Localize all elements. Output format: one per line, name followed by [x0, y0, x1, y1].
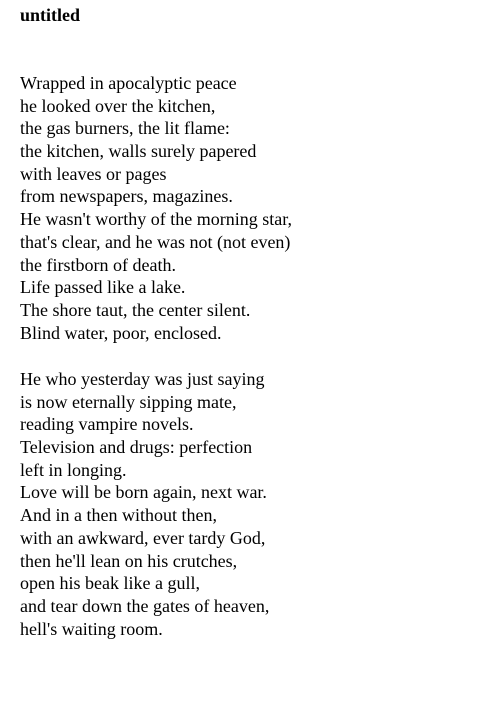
poem-line: Life passed like a lake. — [20, 277, 186, 298]
poem-line: reading vampire novels. — [20, 414, 194, 435]
poem-line: the kitchen, walls surely papered — [20, 141, 257, 162]
poem-line: Television and drugs: perfection — [20, 437, 253, 458]
poem-line: hell's waiting room. — [20, 618, 163, 639]
poem-line: the gas burners, the lit flame: — [20, 118, 230, 139]
poem-line: that's clear, and he was not (not even) — [20, 231, 291, 252]
poem-line: left in longing. — [20, 459, 127, 480]
poem-line: and tear down the gates of heaven, — [20, 595, 270, 616]
poem-line: He wasn't worthy of the morning star, — [20, 209, 292, 230]
poem-line: from newspapers, magazines. — [20, 186, 233, 207]
poem-line: He who yesterday was just saying — [20, 369, 265, 389]
poem-line: is now eternally sipping mate, — [20, 391, 237, 412]
poem-line: The shore taut, the center silent. — [20, 299, 251, 320]
stanza-2 — [20, 368, 269, 640]
stanza-1 — [20, 72, 292, 344]
poem-line: And in a then without then, — [20, 505, 217, 526]
poem-line: Wrapped in apocalyptic peace — [20, 73, 237, 93]
poem-line: then he'll lean on his crutches, — [20, 550, 238, 571]
poem-line: with an awkward, ever tardy God, — [20, 527, 266, 548]
poem-line: Love will be born again, next war. — [20, 482, 267, 503]
poem-line: he looked over the kitchen, — [20, 95, 216, 116]
poem-line: the firstborn of death. — [20, 254, 176, 275]
poem-line: with leaves or pages — [20, 163, 167, 184]
poem-title: untitled — [20, 5, 81, 25]
poem-line: Blind water, poor, enclosed. — [20, 322, 222, 343]
poem-line: open his beak like a gull, — [20, 573, 200, 594]
